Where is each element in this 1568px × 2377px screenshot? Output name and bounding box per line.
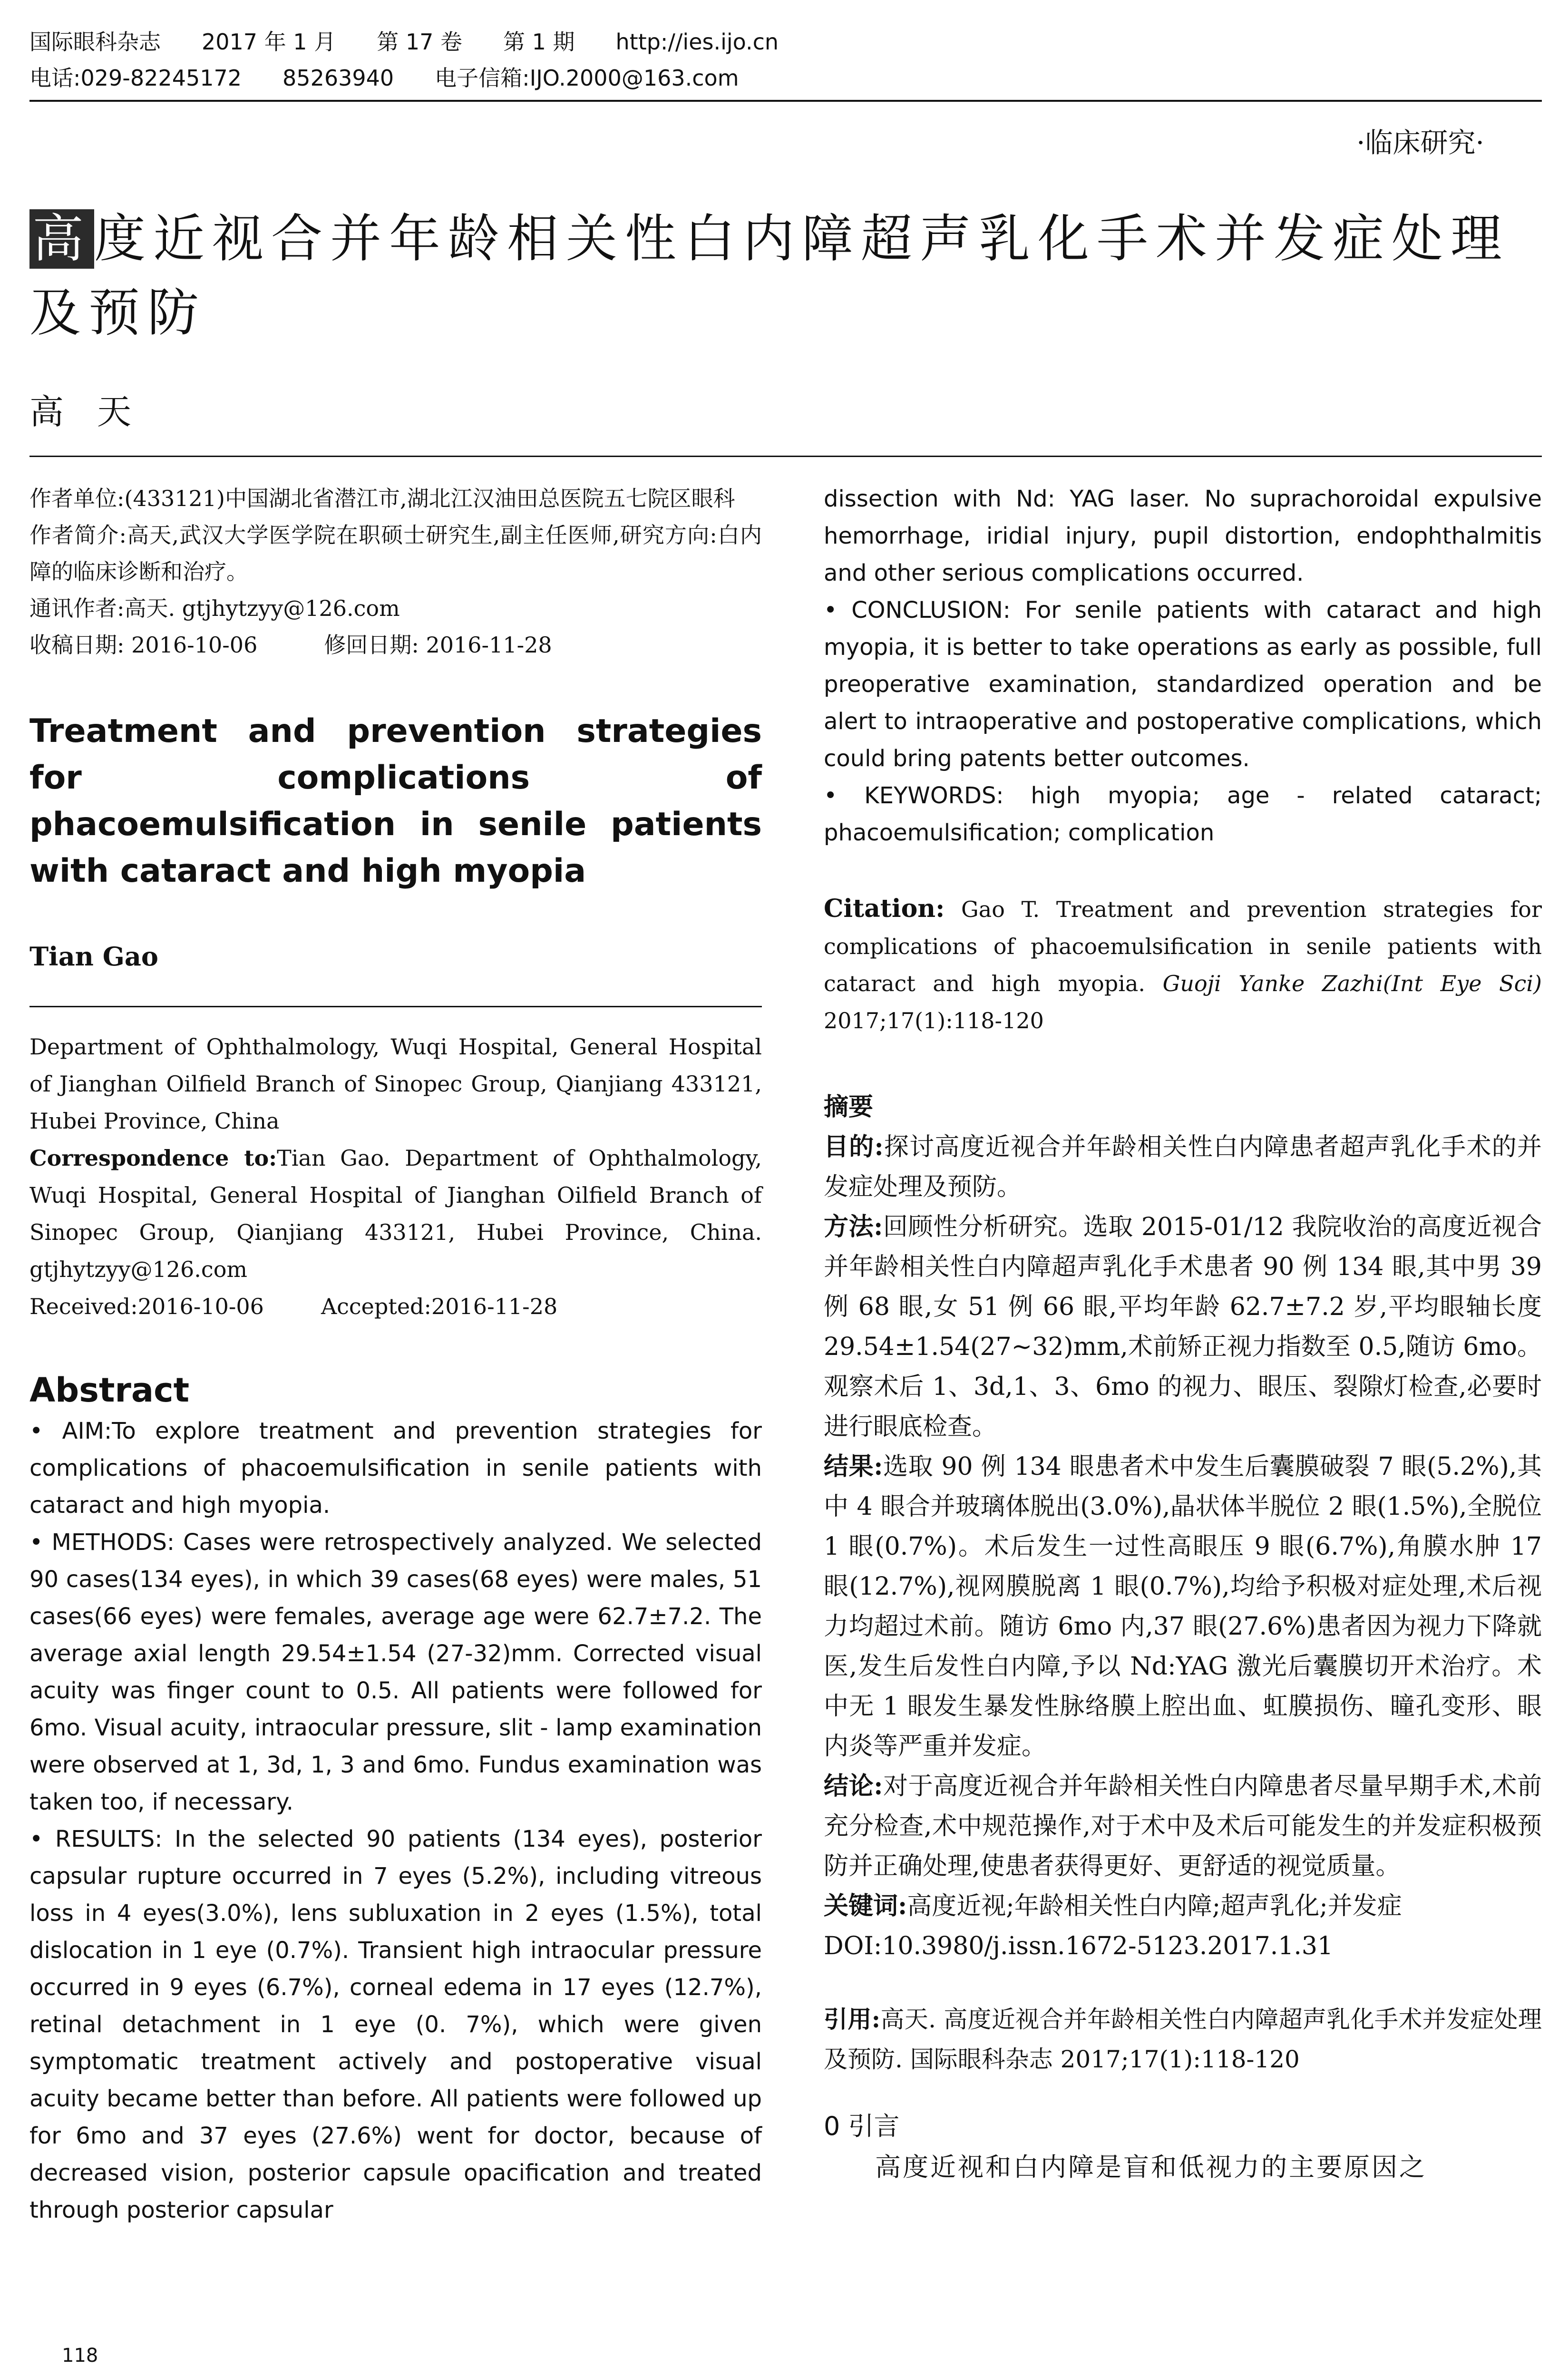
phone: 电话:029-82245172 [29,65,242,91]
journal-name: 国际眼科杂志 [29,29,161,55]
citation-ref: 2017;17(1):118-120 [824,1008,1044,1033]
english-author: Tian Gao [29,941,158,972]
cn-methods-label: 方法: [824,1212,883,1241]
issue-date: 2017 年 1 月 [202,29,336,55]
abstract-heading: Abstract [29,1371,190,1410]
left-column [29,480,762,2229]
cn-doi: DOI:10.3980/j.issn.1672-5123.2017.1.31 [824,1932,1334,1960]
cn-aim-label: 目的: [824,1132,884,1161]
affiliations [29,480,762,663]
volume: 第 17 卷 [377,29,462,55]
affiliation-unit: 作者单位:(433121)中国湖北省潜江市,湖北江汉油田总医院五七院区眼科 [29,486,735,511]
english-title: Treatment and prevention strategies for complications of phacoemulsification in senile patients with cataract and high myopia [29,712,762,890]
department-block [29,1028,762,1325]
abstract-results-cont: dissection with Nd: YAG laser. No suprachoroidal expulsive hemorrhage, iridial injury, pupil distortion, endophthalmitis and other serious complications occurred. [824,486,1542,586]
title-rest: 度近视合并年龄相关性白内障超声乳化手术并发症处理及预防 [29,209,1510,343]
header-rule [29,100,1542,102]
cn-keywords-label: 关键词: [824,1891,907,1920]
accepted-cn: 修回日期: 2016-11-28 [324,632,552,658]
header-row-1 [29,24,1542,60]
cn-keywords [824,1886,1542,1926]
page-number: 118 [62,2345,98,2367]
correspondence-text: Tian Gao. Department of Ophthalmology, Wuqi Hospital, General Hospital of Jianghan Oilfield Branch of Sinopec Group, Qianjiang 433121, Hubei Province, China. gtjhytzyy@126.com [29,1145,762,1282]
cn-conclusion [824,1766,1542,1886]
abstract-aim: • AIM:To explore treatment and prevention strategies for complications of phacoemulsification in senile patients with cataract and high myopia. [29,1418,762,1519]
abstract-keywords: • KEYWORDS: high myopia; age - related cataract; phacoemulsification; complication [824,782,1542,846]
right-column [824,480,1542,2187]
abstract-results: • RESULTS: In the selected 90 patients (134 eyes), posterior capsular rupture occurred in 7 eyes (5.2%), including vitreous loss in 4 eyes(3.0%), lens subluxation in 2 eyes (1.5%), total dislocation in 1 eye (0.7%). Transient high intraocular pressure occurred in 9 eyes (6.7%), corneal edema in 17 eyes (12.7%), retinal detachment in 1 eye (0. 7%), which were given symptomatic treatment actively and postoperative visual acuity became better than before. All patients were followed up for 6mo and 37 eyes (27.6%) went for doctor, because of decreased vision, posterior capsule opacification and treated through posterior capsular [29,1826,762,2223]
cn-results [824,1447,1542,1766]
cn-aim [824,1127,1542,1207]
cn-conclusion-text: 对于高度近视合并年龄相关性白内障患者尽量早期手术,术前充分检查,术中规范操作,对于术中及术后可能发生的并发症积极预防并正确处理,使患者获得更好、更舒适的视觉质量。 [824,1772,1542,1880]
abstract-methods: • METHODS: Cases were retrospectively analyzed. We selected 90 cases(134 eyes), in which 39 cases(68 eyes) were males, 51 cases(66 eyes) were females, average age were 62.7±7.2. The average axial length 29.54±1.54 (27-32)mm. Corrected visual acuity was finger count to 0.5. All patients were followed for 6mo. Visual acuity, intraocular pressure, slit - lamp examination were observed at 1, 3d, 1, 3 and 6mo. Fundus examination was taken too, if necessary. [29,1529,762,1815]
citation [824,890,1542,1039]
affiliation-bio: 作者简介:高天,武汉大学医学院在职硕士研究生,副主任医师,研究方向:白内障的临床诊断和治疗。 [29,522,762,585]
accepted-en: Accepted:2016-11-28 [321,1294,558,1319]
title-first-char: 高 [29,209,94,269]
correspondence-label: Correspondence to: [29,1145,277,1171]
abstract-left [29,1413,762,2229]
dates-en [29,1288,762,1325]
citation-label: Citation: [824,894,945,923]
email[interactable]: 电子信箱:IJO.2000@163.com [435,65,739,91]
cn-citation-text: 高天. 高度近视合并年龄相关性白内障超声乳化手术并发症处理及预防. 国际眼科杂志 2017;17(1):118-120 [824,2006,1542,2073]
correspondence [29,1140,762,1288]
phone-2: 85263940 [282,65,394,91]
intro-heading: 0 引言 [824,2111,900,2141]
section-tag: ·临床研究· [1356,127,1484,159]
citation-text: Gao T. Treatment and prevention strategies for complications of phacoemulsification in senile patients with cataract and high myopia. [824,896,1542,996]
intro-paragraph: 高度近视和白内障是盲和低视力的主要原因之 [875,2152,1427,2182]
title-rule [29,456,1542,457]
affiliation-corresponding: 通讯作者:高天. gtjhytzyy@126.com [29,595,400,621]
cn-methods [824,1207,1542,1447]
paper-title [29,202,1542,351]
header-row-2 [29,60,1542,96]
author-rule [29,1006,762,1007]
received-cn: 收稿日期: 2016-10-06 [29,632,258,658]
dates-cn [29,627,762,663]
cn-abstract [824,1127,1542,1966]
abstract-right [824,480,1542,851]
cn-aim-text: 探讨高度近视合并年龄相关性白内障患者超声乳化手术的并发症处理及预防。 [824,1133,1542,1201]
cn-methods-text: 回顾性分析研究。选取 2015-01/12 我院收治的高度近视合并年龄相关性白内障超声乳化手术患者 90 例 134 眼,其中男 39 例 68 眼,女 51 例 66 眼,平均年龄 62.7±7.2 岁,平均眼轴长度 29.54±1.54(27~32)mm,术前矫正视力指数至 0.5,随访 6mo。观察术后 1、3d,1、3、6mo 的视力、眼压、裂隙灯检查,必要时进行眼底检查。 [824,1213,1542,1441]
cn-citation [824,1999,1542,2079]
citation-journal: Guoji Yanke Zazhi(Int Eye Sci) [1162,971,1542,996]
cn-keywords-text: 高度近视;年龄相关性白内障;超声乳化;并发症 [907,1892,1402,1920]
department: Department of Ophthalmology, Wuqi Hospital, General Hospital of Jianghan Oilfield Branch of Sinopec Group, Qianjiang 433121, Hubei Province, China [29,1034,762,1134]
cn-citation-label: 引用: [824,2005,881,2033]
cn-conclusion-label: 结论: [824,1772,883,1801]
received-en: Received:2016-10-06 [29,1294,264,1319]
journal-header [29,24,1542,96]
issue: 第 1 期 [503,29,575,55]
abstract-conclusion: • CONCLUSION: For senile patients with cataract and high myopia, it is better to take operations as early as possible, full preoperative examination, standardized operation and be alert to intraoperative and postoperative complications, which could bring patents better outcomes. [824,597,1542,772]
cn-results-text: 选取 90 例 134 眼患者术中发生后囊膜破裂 7 眼(5.2%),其中 4 眼合并玻璃体脱出(3.0%),晶状体半脱位 2 眼(1.5%),全脱位 1 眼(0.7%)。术后发生一过性高眼压 9 眼(6.7%),角膜水肿 17 眼(12.7%),视网膜脱离 1 眼(0.7%),均给予积极对症处理,术后视力均超过术前。随访 6mo 内,37 眼(27.6%)患者因为视力下降就医,发生后发性白内障,予以 Nd:YAG 激光后囊膜切开术治疗。术中无 1 眼发生暴发性脉络膜上腔出血、虹膜损伤、瞳孔变形、眼内炎等严重并发症。 [824,1452,1542,1761]
author-cn: 高天 [29,392,165,432]
journal-url[interactable]: http://ies.ijo.cn [615,29,779,55]
cn-results-label: 结果: [824,1452,883,1481]
cn-abstract-heading: 摘要 [824,1093,874,1121]
